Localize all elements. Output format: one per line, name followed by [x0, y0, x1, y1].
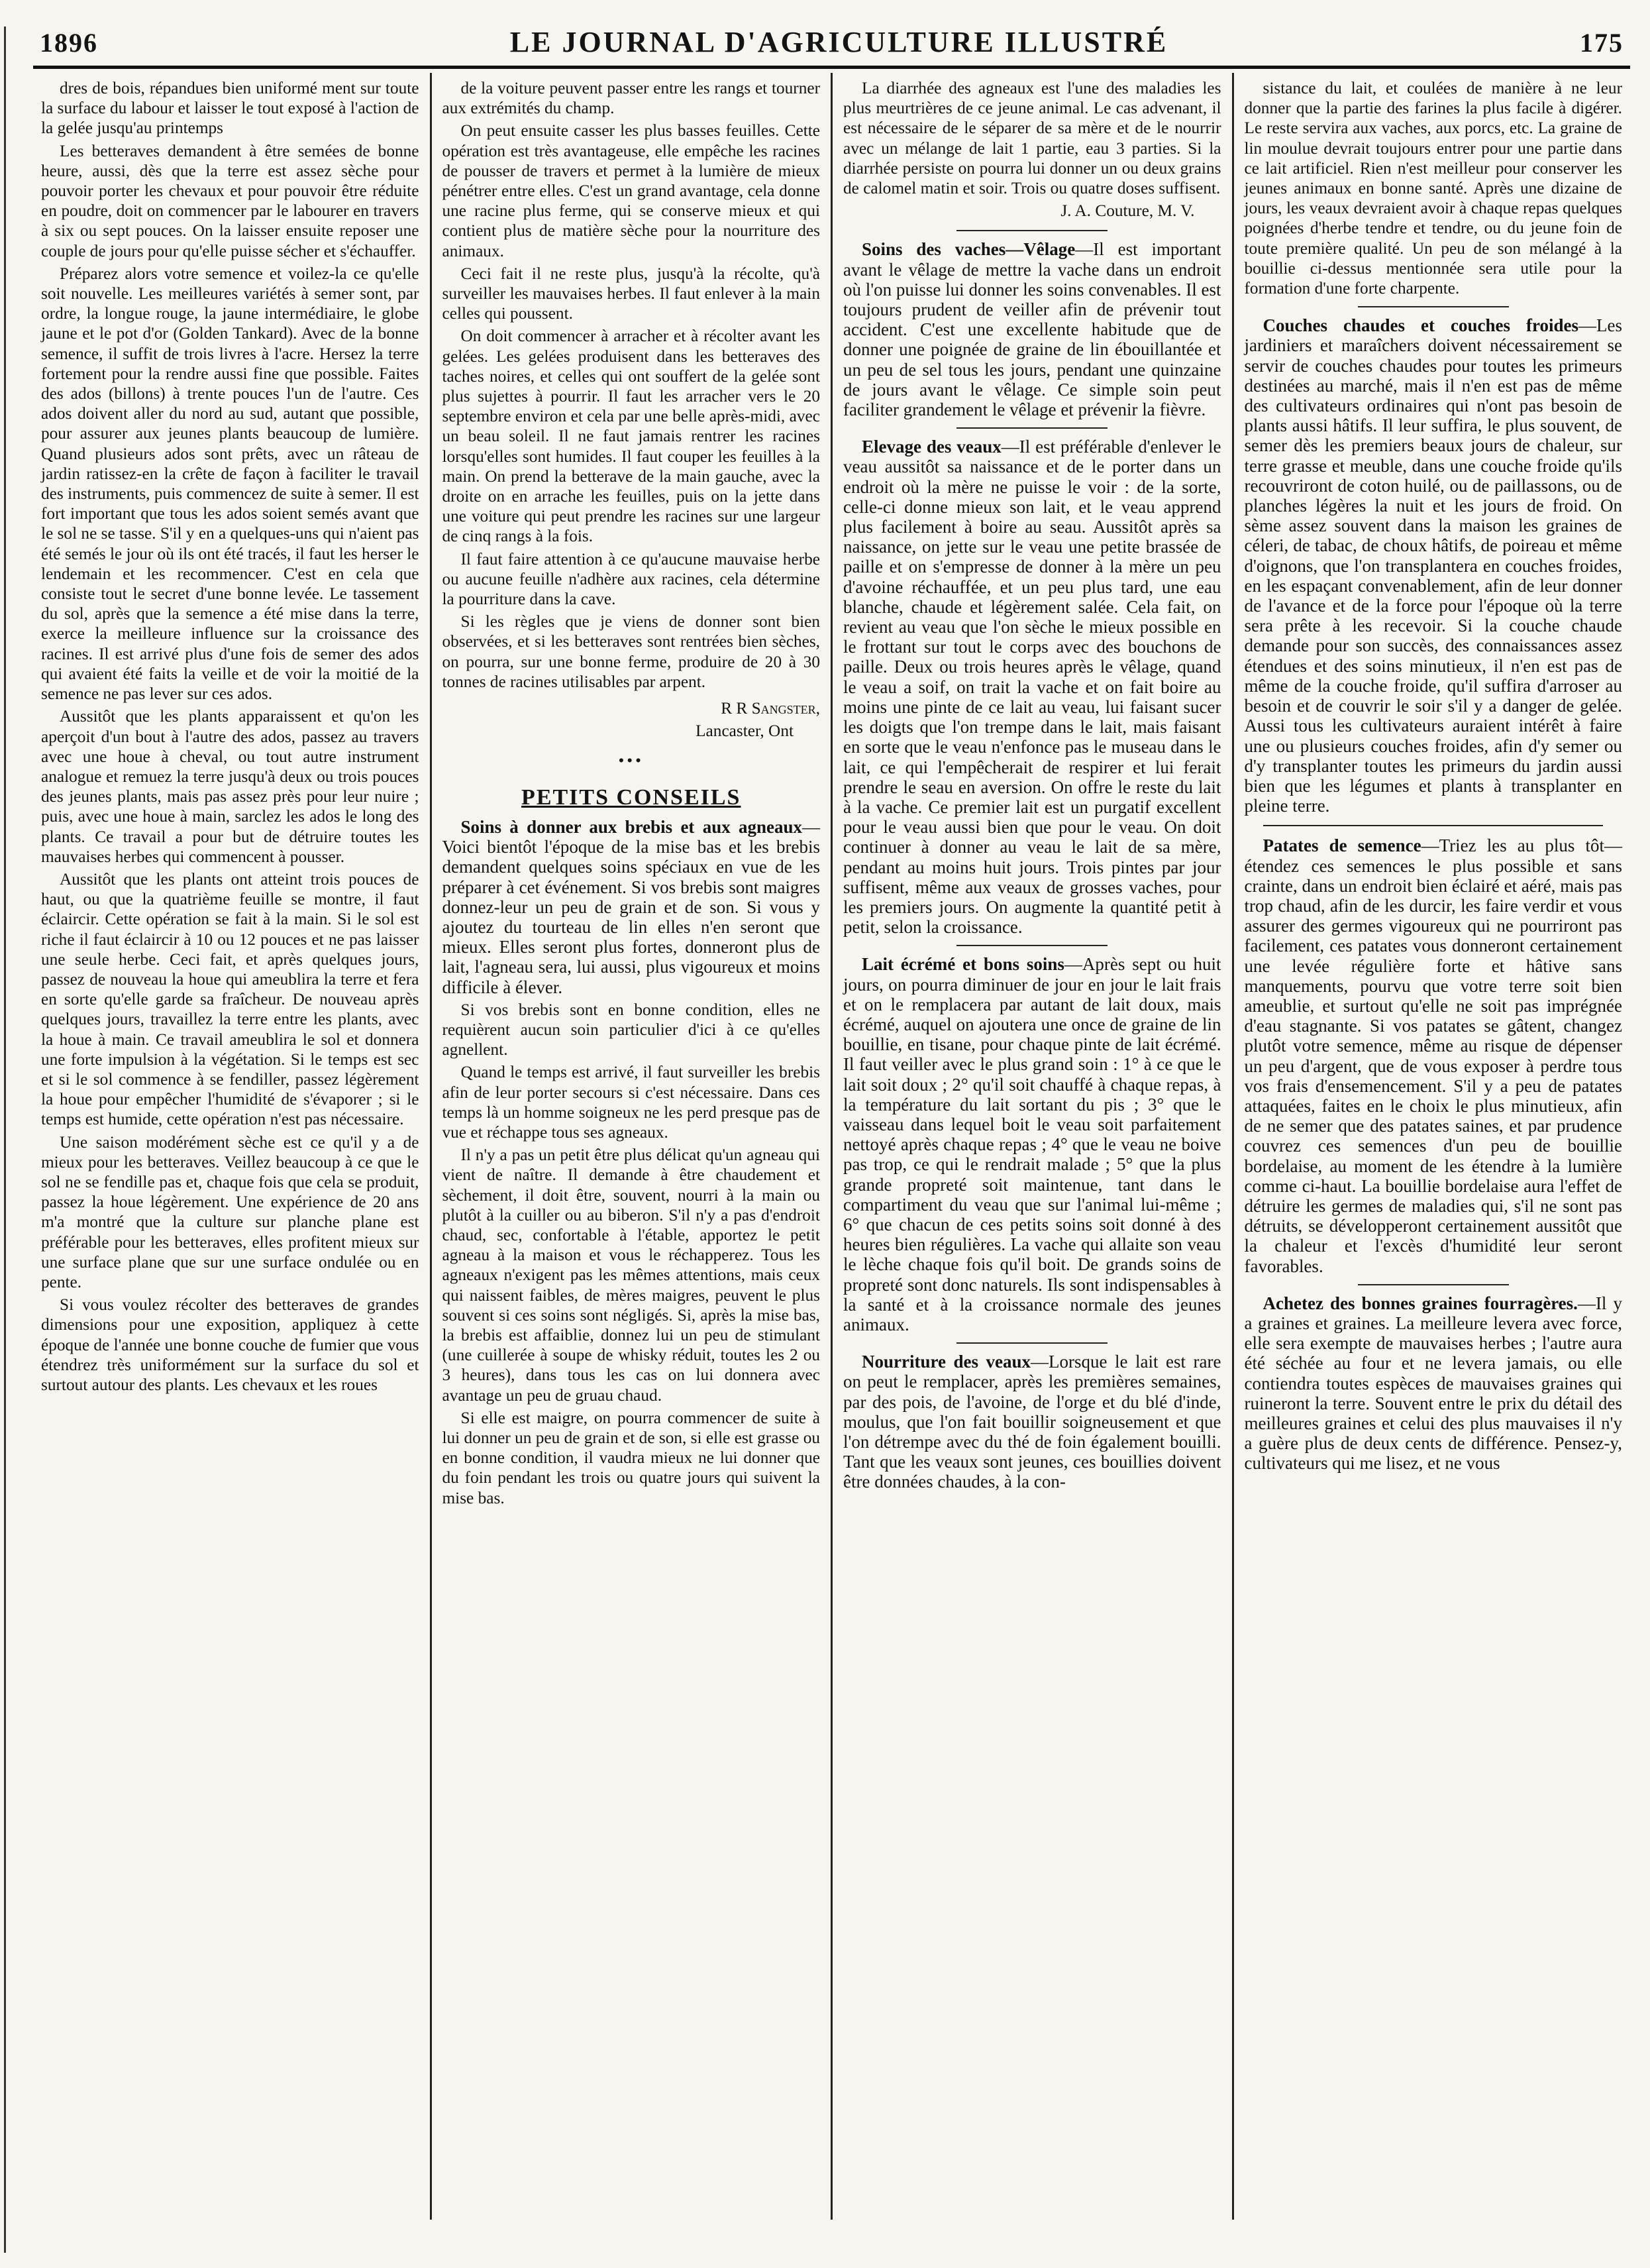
article-title: Soins à donner aux brebis et aux agneaux	[460, 816, 802, 837]
column-4	[1232, 73, 1633, 2220]
column-1	[30, 73, 430, 2220]
article-lead: —Lorsque le lait est rare on peut le remplacer, après les premières semaines, par des pois, de l'avoine, de l'orge et du blé d'inde, moulus, que l'on fait bouillir soigneusement et que l'on détrempe avec du thé de foin également bouilli. Tant que les veaux sont jeunes, ces bouillies doivent être données chaudes, à la con-	[843, 1352, 1221, 1492]
paragraph: Si vos brebis sont en bonne condition, elles ne requièrent aucun soin particulier d'ici à ce qu'elles agnellent.	[442, 1000, 820, 1059]
article-lead: —Après sept ou huit jours, on pourra diminuer de jour en jour le lait frais et on le remplacera par autant de lait doux, mais écrémé, auquel on ajoutera une once de graine de lin bouillie, en tisane, pour chaque pinte de lait écrémé. Il faut veiller avec le plus grand soin : 1° à ce que le lait soit doux ; 2° qu'il soit chauffé à chaque repas, à la température du lait sortant du pis ; 3° que le vaisseau dans lequel boit le veau soit parfaitement nettoyé après chaque repas ; 4° que le veau ne boive pas trop, ce qui le rendrait malade ; 5° que la plus grande propreté soit maintenue, tant dans le compartiment du veau que sur l'animal lui-même ; 6° que chacun de ces petits soins soit donné à des heures bien régulières. La vache qui allaite son veau le lèche chaque fois qu'il boit. De grands soins de propreté sont donc naturels. Ils sont indispensables à la santé et à la croissance normale des jeunes animaux.	[843, 954, 1221, 1334]
column-3	[831, 73, 1232, 2220]
article-heading	[843, 239, 1221, 419]
header-title: LE JOURNAL D'AGRICULTURE ILLUSTRÉ	[509, 26, 1168, 58]
article-heading	[843, 954, 1221, 1334]
article-heading	[843, 437, 1221, 937]
article-lead: —Il est préférable d'enlever le veau aussitôt sa naissance et de le porter dans un endroit où la mère ne puisse le voir : de la sorte, celle-ci donne mieux son lait, et le veau apprend plus facilement à boire au seau. Aussitôt après sa naissance, on jette sur le veau une petite brassée de paille et on s'empresse de donner à la mère un peu d'avoine réchauffée, et un peu plus tard, une eau blanche, chaude et légèrement salée. Cela fait, on revient au veau que l'on sèche le mieux possible en le frottant sur tout le corps avec des bouchons de paille. Deux ou trois heures après le vêlage, quand le veau a soif, on trait la vache et on fait boire au moins une pinte de ce lait au veau, lui faisant sucer les doigts que l'on trempe dans le lait, mais faisant en sorte que le veau n'enfonce pas le museau dans le lait, ce qui l'empêcherait de respirer et lui ferait prendre le seau en aversion. On offre le reste du lait à la vache. Ce premier lait est un purgatif excellent pour le veau aussi bien que pour le veau. On doit continuer à donner au veau le lait de sa mère, pendant au moins huit jours. Trois pintes par jour suffisent, même aux veaux de grosses vaches, pour les premiers jours. On augmente la quantité petit à petit, selon la croissance.	[843, 437, 1221, 938]
divider	[956, 427, 1108, 429]
article-title: Achetez des bonnes graines fourragères.	[1263, 1293, 1578, 1313]
article-title: Nourriture des veaux	[862, 1352, 1031, 1372]
paragraph: Aussitôt que les plants apparaissent et qu'on les aperçoit d'un bout à l'autre des ados, passez au travers avec une houe à cheval, ou tout autre instrument analogue et remuez la terre jusqu'à deux ou trois pouces des jeunes plants, mais pas assez près pour leur nuire ; puis, avec une houe à main, sarclez les ados le long des plants. Ce travail a pour but de détruire toutes les mauvaises herbes qui commencent à pousser.	[41, 707, 419, 866]
column-2	[430, 73, 831, 2220]
article-heading	[1245, 836, 1623, 1275]
article-heading	[1245, 1293, 1623, 1474]
divider	[1358, 1284, 1509, 1285]
paragraph: Quand le temps est arrivé, il faut surveiller les brebis afin de leur porter secours si c'est nécessaire. Dans ces temps là un homme soigneux ne les perd presque pas de vue et réchappe tous ses agneaux.	[442, 1063, 820, 1142]
paragraph: Les betteraves demandent à être semées de bonne heure, aussi, dès que la terre est assez sèche pour pouvoir porter les chevaux et pour pouvoir être réduite en poudre, doit on commencer par le labourer en travers à six ou sept pouces. On la laisser ensuite reposer une couple de jours pour qu'elle puisse sécher et s'échauffer.	[41, 141, 419, 260]
divider	[956, 945, 1108, 946]
article-title: Lait écrémé et bons soins	[862, 954, 1064, 975]
header-year: 1896	[40, 28, 98, 58]
header-page-number: 175	[1579, 28, 1624, 58]
columns	[30, 73, 1633, 2220]
section-title: PETITS CONSEILS	[521, 784, 741, 810]
paragraph: La diarrhée des agneaux est l'une des maladies les plus meurtrières de ce jeune animal. Le cas advenant, il est nécessaire de le séparer de sa mère et de le nourrir avec un mélange de lait 1 partie, eau 3 parties. Si la diarrhée persiste on pourra lui donner un ou deux grains de calomel matin et soir. Trois ou quatre doses suffisent.	[843, 79, 1221, 198]
article-lead: —Triez les au plus tôt—étendez ces semences le plus possible et sans crainte, dans un endroit bien éclairé et aéré, mais pas trop chaud, afin de les durcir, les faire verdir et vous assurer des germes vigoureux qui ne pourriront pas facilement, ces patates vous donneront certainement une levée régulière forte et hâtive sans manquements, pourvu que votre terre soit bien ameublie, et surtout qu'elle ne soit pas imprégnée d'eau stagnante. Si vos patates se gâtent, changez plutôt votre semence, même au risque de dépenser un peu d'argent, que de vous exposer à perdre tous vos frais d'ensemencement. S'il y a peu de patates attaquées, faites en le choix le plus minutieux, afin de ne semer que des patates saines, et par prudence couvrez ces semences d'un peu de bouillie bordelaise, au moment de les étendre à la lumière comme ci-haut. La bouillie bordelaise aura l'effet de détruire les germes de maladies qui, s'il ne sont pas détruits, se développeront certainement aussitôt que la chaleur et l'excès d'humidité leur seront favorables.	[1244, 836, 1622, 1276]
article-heading	[442, 817, 821, 997]
paragraph: sistance du lait, et coulées de manière à ne leur donner que la partie des farines la plus facile à digérer. Le reste servira aux vaches, aux porcs, etc. La graine de lin moulue devrait toujours entrer pour une partie dans ce lait artificiel. Rien n'est meilleur pour conserver les jeunes animaux en bonne santé. Après une dizaine de jours, les veaux devraient avoir à chaque repas quelques poignées d'herbe tendre et tendre, ou du jeune foin de toute première qualité. Un peu de son mélangé à la bouillie ci-dessus mentionnée sera utile pour la formation d'une forte charpente.	[1244, 79, 1622, 298]
paragraph: de la voiture peuvent passer entre les rangs et tourner aux extrémités du champ.	[442, 79, 820, 118]
paragraph: On doit commencer à arracher et à récolter avant les gelées. Les gelées produisent dans les betteraves des taches noires, et celles qui ont souffert de la gelée sont plus sujettes à pourrir. Il faut les arracher vers le 20 septembre environ et cela par une belle après-midi, avec un beau soleil. Il ne faut jamais rentrer les racines lorsqu'elles sont humides. Il faut couper les feuilles à la main. On prend la betterave de la main gauche, avec la droite on en arrache les feuilles, puis on la jette dans une voiture qui peut prendre les racines sur une largeur de cinq rangs à la fois.	[442, 327, 820, 546]
separator: •••	[618, 751, 645, 770]
paragraph: Ceci fait il ne reste plus, jusqu'à la récolte, qu'à surveiller les mauvaises herbes. Il faut enlever à la main celles qui poussent.	[442, 264, 820, 323]
article-heading	[1245, 315, 1623, 816]
paragraph: Il faut faire attention à ce qu'aucune mauvaise herbe ou aucune feuille n'adhère aux racines, cela détermine la pourriture dans la cave.	[442, 549, 820, 609]
running-head	[30, 20, 1633, 66]
article-title: Couches chaudes et couches froides	[1263, 315, 1579, 336]
article-title: Soins des vaches—Vêlage	[862, 239, 1076, 260]
signature: J. A. Couture, M. V.	[1060, 201, 1195, 221]
divider	[956, 230, 1108, 231]
binding-edge	[4, 27, 10, 2253]
signature-place: Lancaster, Ont	[696, 722, 794, 741]
paragraph: On peut ensuite casser les plus basses feuilles. Cette opération est très avantageuse, elle empêche les racines de pousser de travers et permet à la lumière de mieux pénétrer entre elles. C'est un grand avantage, cela donne une racine plus ferme, qui se conserve mieux et qui contient plus de matière sèche pour la nourriture des animaux.	[442, 121, 820, 260]
article-lead: —Il y a graines et graines. La meilleure levera avec force, elle sera exempte de mauvaises herbes ; l'autre aura été séchée au four et ne levera jamais, ou elle contiendra toutes espèces de mauvaises graines qui ruineront la terre. Souvent entre le prix du détail des meilleures graines et celui des plus mauvaises il n'y a guère plus de deux cents de différence. Pensez-y, cultivateurs qui me lisez, et ne vous	[1244, 1293, 1622, 1474]
paragraph: Aussitôt que les plants ont atteint trois pouces de haut, ou que la quatrième feuille se montre, il faut éclaircir. Cette opération se fait à la main. Si le sol est riche il faut éclaircir à 10 ou 12 pouces et ne pas laisser une seule herbe. Ceci fait, et après quelques jours, passez de nouveau la houe qui ameublira la terre et fera en sorte qu'elle garde sa fraîcheur. De nouveau après quelques jours, travaillez la terre entre les plants, avec la houe à main. Ce travail ameublira le sol et donnera une forte impulsion à la végétation. Si le temps est sec et si le sol commence à se fendiller, passez légèrement la houe pour empêcher l'humidité de s'évaporer ; si le temps est humide, cette opération n'est pas nécessaire.	[41, 869, 419, 1129]
article-heading	[843, 1352, 1221, 1491]
paragraph: Préparez alors votre semence et voilez-la ce qu'elle soit nouvelle. Les meilleures variétés à semer sont, par ordre, la longue rouge, la jaune intermédiaire, le globe jaune et le pot d'or (Golden Tankard). Avec de la bonne semence, il suffit de trois livres à l'acre. Hersez la terre fortement pour la rendre aussi fine que possible. Faites des ados (billons) à trente pouces l'un de l'autre. Ces ados doivent aller du nord au sud, autant que possible, pour assurer aux jeunes plants beaucoup de lumière. Quand plusieurs ados sont prêts, avec un râteau de jardin ratissez-en la crête de façon à faciliter le travail des instruments, puis commencez de suite à semer. Il est fort important que tous les ados soient semés avant que le sol ne se tasse. S'il y en a quelques-uns qui n'aient pas été semés le jour où ils ont été tracés, il faut les herser le lendemain et les recommencer. C'est en cela que consiste tout le secret d'une bonne levée. Le tassement du sol, après que la semence a été mise dans la terre, exerce la meilleure influence sur la croissance des racines. Il est arrivé plus d'une fois de semer des ados qui avaient été faits la veille et de voir la moitié de la semence ne pas lever sur ces ados.	[41, 264, 419, 704]
divider	[1358, 306, 1509, 307]
article-title: Patates de semence	[1263, 836, 1421, 856]
paragraph: dres de bois, répandues bien uniformé ment sur toute la surface du labour et laisser le tout exposé à l'action de la gelée jusqu'au printemps	[41, 79, 419, 138]
article-title: Elevage des veaux	[862, 437, 1002, 457]
article-lead: —Les jardiniers et maraîchers doivent nécessairement se servir de couches chaudes pour toutes les primeurs destinées au marché, mais il n'en est pas de même des cultivateurs ordinaires qui n'ont pas besoin de plants aussi hâtifs. Il leur suffira, le plus souvent, de semer dès les premiers beaux jours de chaleur, sur terre grasse et meuble, dans une couche froide qu'ils recouvriront de coton huilé, ou de paillassons, ou de planches légères la nuit et les jours de froid. On sème assez souvent dans la maison les graines de céleri, de tabac, de choux hâtifs, de poireau et même d'oignons, que l'on transplantera en couches froides, en les espaçant convenablement, afin de leur donner de l'avance et de la force pour l'époque où la terre sera prête à les recevoir. Si la couche chaude demande pour son succès, des connaissances assez étendues et des soins minutieux, il n'en est pas de même de la couche froide, qu'il suffira d'arroser au besoin et de couvrir le soir s'il y a danger de gelée. Aussi tous les cultivateurs auraient intérêt à faire une ou plusieurs couches froides, afin d'y semer ou d'y transplanter toutes les primeurs du jardin aussi bien que les légumes et plants à transplanter en pleine terre.	[1244, 315, 1622, 816]
paragraph: Si vous voulez récolter des betteraves de grandes dimensions pour une exposition, appliquez à cette époque de l'année une bonne couche de fumier que vous étendrez très uniformément sur la surface du sol et surtout autour des plants. Les chevaux et les roues	[41, 1295, 419, 1394]
paragraph: Si elle est maigre, on pourra commencer de suite à lui donner un peu de grain et de son, si elle est grasse ou en bonne condition, il vaudra mieux ne lui donner que du foin pendant les trois ou quatre jours qui suivent la mise bas.	[442, 1408, 820, 1507]
paragraph: Il n'y a pas un petit être plus délicat qu'un agneau qui vient de naître. Il demande à être chaudement et sèchement, il doit être, souvent, nourri à la main ou plutôt à la cuiller ou au biberon. S'il n'y a pas d'endroit chaud, sec, confortable à l'étable, apportez le petit agneau à la maison et vous le réchapperez. Tous les agneaux n'exigent pas les mêmes attentions, mais ceux qui naissent faibles, de mères maigres, peuvent le plus souvent si ces soins sont négligés. Si, après la mise bas, la brebis est affaiblie, donnez lui un peu de stimulant (une cuillerée à soupe de whisky réduit, toutes les 2 ou 3 heures), dans tous les cas on lui donnera avec avantage un peu de gruau chaud.	[442, 1146, 820, 1405]
header-rule	[33, 66, 1630, 69]
divider	[1263, 825, 1603, 826]
paragraph: Une saison modérément sèche est ce qu'il y a de mieux pour les betteraves. Veillez beaucoup à ce que le sol ne se fendille pas et, chaque fois que cela se produit, passez la houe légèrement. Une expérience de 20 ans m'a montré que la culture sur planche plane est préférable pour les betteraves, elles profitent mieux sur une surface plane que sur une surface ondulée ou en pente.	[41, 1132, 419, 1291]
signature-name: R R Sangster,	[721, 699, 820, 718]
divider	[956, 1342, 1108, 1344]
article-lead: —Il est important avant le vêlage de mettre la vache dans un endroit où l'on puisse lui donner les soins convenables. Il est toujours prudent de veiller afin de prévenir tout accident. C'est une excellente habitude que de donner une poignée de graine de lin ébouillantée et un peu de sel tous les jours, pendant une quinzaine de jours avant le vêlage. Ce simple soin peut faciliter grandement le vêlage et prévenir la fièvre.	[843, 239, 1221, 420]
paragraph: Si les règles que je viens de donner sont bien observées, et si les betteraves sont rentrées bien sèches, on pourra, sur une bonne ferme, produire de 20 à 30 tonnes de racines utilisables par arpent.	[442, 612, 820, 691]
article-lead: —Voici bientôt l'époque de la mise bas et les brebis demandent quelques soins spéciaux en vue de les préparer à cet événement. Si vos brebis sont maigres donnez-leur un peu de grain et de son. Si vous y ajoutez du tourteau de lin elles n'en seront que mieux. Elles seront plus fortes, donneront plus de lait, l'agneau sera, lui aussi, plus vigoureux et moins difficile à élever.	[442, 816, 820, 997]
